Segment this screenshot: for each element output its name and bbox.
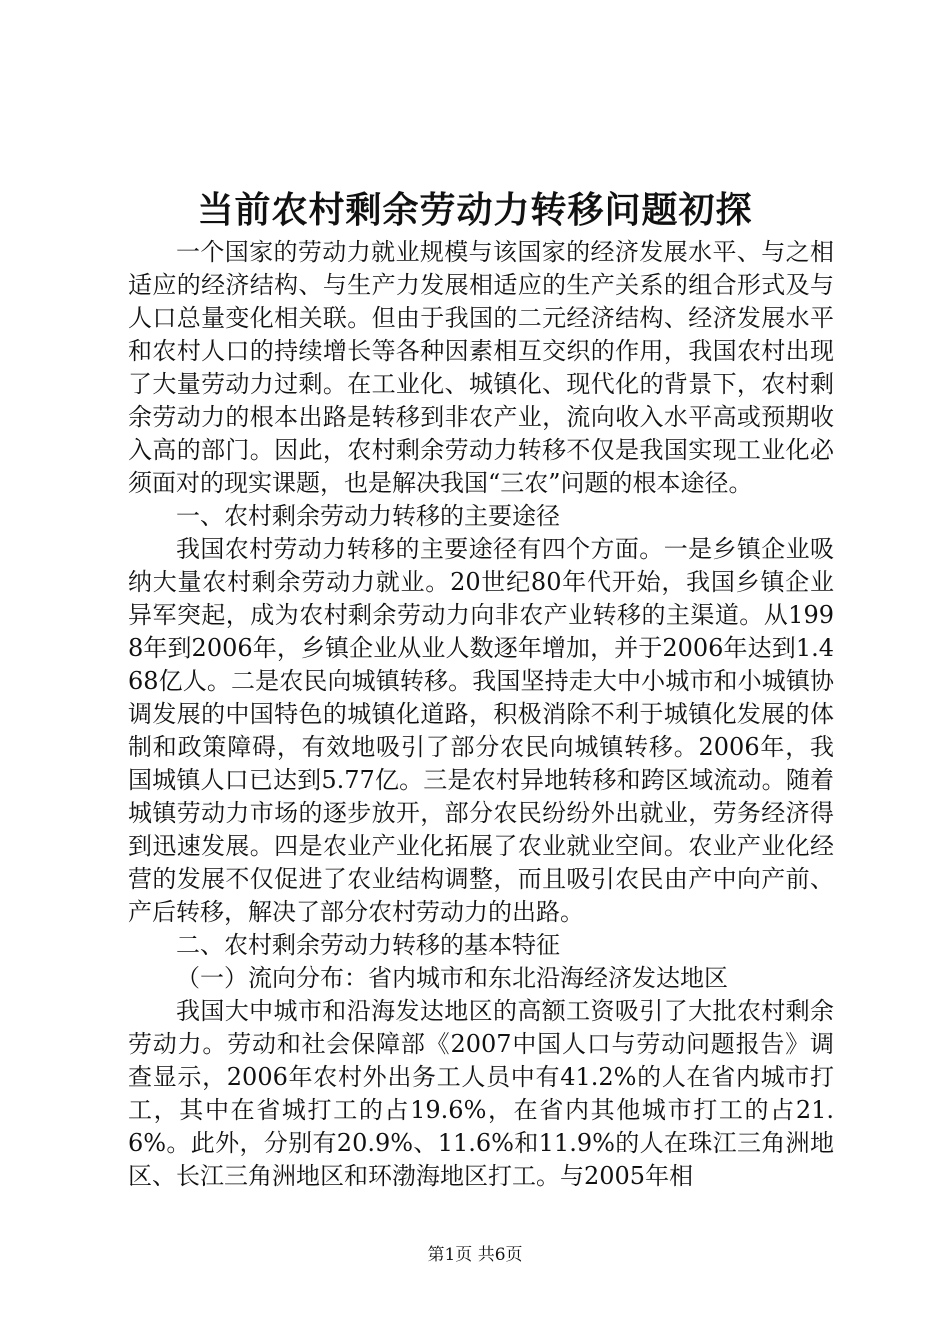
section-heading-1: 一、农村剩余劳动力转移的主要途径 — [176, 502, 560, 530]
section-heading-2: 二、农村剩余劳动力转移的基本特征 — [176, 931, 560, 959]
subsection-heading-1: （一）流向分布：省内城市和东北沿海经济发达地区 — [176, 964, 728, 992]
paragraph-flow-distribution: 我国大中城市和沿海发达地区的高额工资吸引了大批农村剩余劳动力。劳动和社会保障部《2007中国人口与劳动问题报告》调查显示，2006年农村外出务工人员中有41.2%的人在省内城市打工，其中在省城打工的占19.6%，在省内其他城市打工的占21.6%。此外，分别有20.9%、11.6%和11.9%的人在珠江三角洲地区、长江三角洲地区和环渤海地区打工。与2005年相 — [128, 997, 834, 1190]
page-footer: 第1页 共6页 — [427, 1245, 523, 1265]
document-title: 当前农村剩余劳动力转移问题初探 — [197, 189, 753, 231]
paragraph-main-routes: 我国农村劳动力转移的主要途径有四个方面。一是乡镇企业吸纳大量农村剩余劳动力就业。20世纪80年代开始，我国乡镇企业异军突起，成为农村剩余劳动力向非农产业转移的主渠道。从1998年到2006年，乡镇企业从业人数逐年增加，并于2006年达到1.468亿人。二是农民向城镇转移。我国坚持走大中小城市和小城镇协调发展的中国特色的城镇化道路，积极消除不利于城镇化发展的体制和政策障碍，有效地吸引了部分农民向城镇转移。2006年，我国城镇人口已达到5.77亿。三是农村异地转移和跨区域流动。随着城镇劳动力市场的逐步放开，部分农民纷纷外出就业，劳务经济得到迅速发展。四是农业产业化拓展了农业就业空间。农业产业化经营的发展不仅促进了农业结构调整，而且吸引农民由产中向产前、产后转移，解决了部分农村劳动力的出路。 — [128, 535, 834, 926]
paragraph-intro: 一个国家的劳动力就业规模与该国家的经济发展水平、与之相适应的经济结构、与生产力发展相适应的生产关系的组合形式及与人口总量变化相关联。但由于我国的二元经济结构、经济发展水平和农村人口的持续增长等各种因素相互交织的作用，我国农村出现了大量劳动力过剩。在工业化、城镇化、现代化的背景下，农村剩余劳动力的根本出路是转移到非农产业，流向收入水平高或预期收入高的部门。因此，农村剩余劳动力转移不仅是我国实现工业化必须面对的现实课题，也是解决我国“三农”问题的根本途径。 — [128, 238, 834, 497]
document-body — [128, 236, 834, 1193]
